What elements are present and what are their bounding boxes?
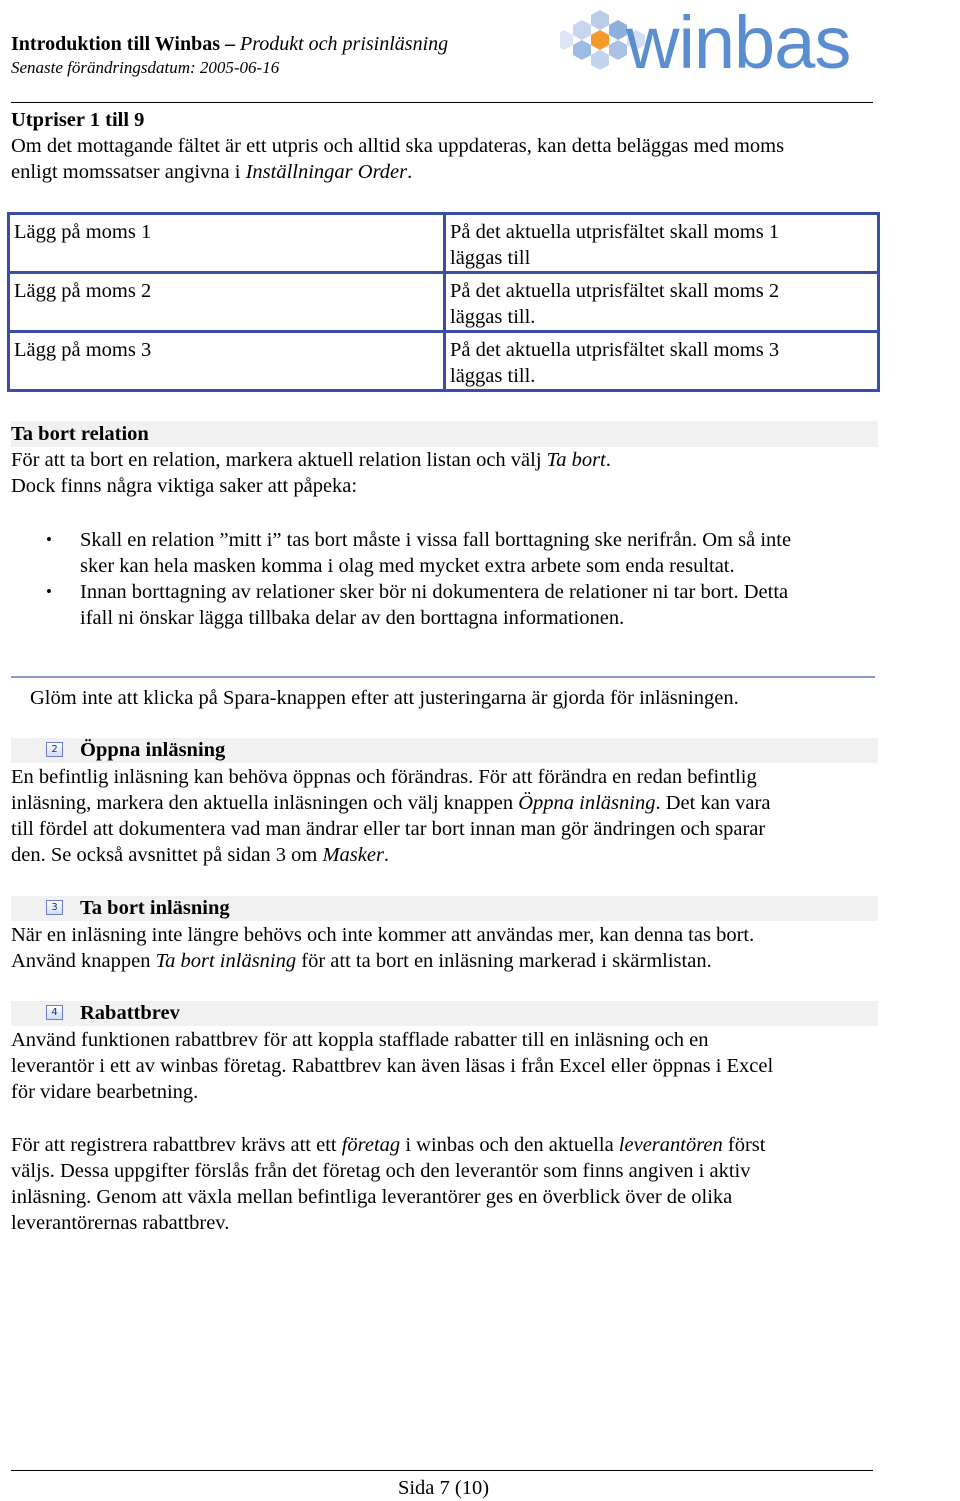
winbas-logo-graphic bbox=[560, 6, 960, 84]
table-cell-option bbox=[9, 332, 445, 391]
numbered-button-3-icon: 3 bbox=[46, 900, 63, 915]
oppna-text-part: . bbox=[383, 844, 390, 866]
table-row bbox=[9, 214, 879, 273]
description-line: På det aktuella utprisfältet skall moms 3 bbox=[450, 339, 780, 361]
rabattbrev-text-part: För att registrera rabattbrev krävs att ett bbox=[11, 1134, 342, 1156]
utpriser-heading: Utpriser 1 till 9 bbox=[11, 109, 145, 131]
option-label: Lägg på moms 2 bbox=[14, 280, 152, 302]
rabattbrev-p2-line3: inläsning. Genom att växla mellan befintliga leverantörer ges en överblick över de olika bbox=[11, 1186, 733, 1208]
save-reminder-note: Glöm inte att klicka på Spara-knappen efter att justeringarna är gjorda för inläsningen. bbox=[30, 687, 739, 709]
document-title bbox=[11, 33, 448, 56]
oppna-text-line1: En befintlig inläsning kan behöva öppnas och förändras. För att förändra en redan befintlig bbox=[11, 766, 757, 788]
list-item-line: • Skall en relation ”mitt i” tas bort måste i vissa fall borttagning ske nerifrån. Om så inte bbox=[80, 529, 792, 551]
note-divider bbox=[11, 676, 875, 678]
rabattbrev-p1-line3: för vidare bearbetning. bbox=[11, 1081, 199, 1103]
relation-text-part: . bbox=[605, 449, 611, 471]
oppna-text-line2 bbox=[11, 790, 770, 816]
description-line: läggas till. bbox=[450, 365, 536, 387]
ta-bort-inlasning-text-line1: När en inläsning inte längre behövs och inte kommer att användas mer, kan denna tas bort. bbox=[11, 924, 755, 946]
utpriser-text-line1: Om det mottagande fältet är ett utpris och alltid ska uppdateras, kan detta beläggas med moms bbox=[11, 135, 785, 157]
numbered-button-2-icon: 2 bbox=[46, 742, 63, 757]
ta-bort-inlasning-heading: Ta bort inläsning bbox=[80, 897, 230, 919]
description-line: På det aktuella utprisfältet skall moms 2 bbox=[450, 280, 780, 302]
rabattbrev-text-part: i winbas och den aktuella bbox=[400, 1134, 619, 1156]
winbas-logo bbox=[560, 6, 960, 84]
list-item bbox=[11, 579, 891, 631]
foretag-reference: företag bbox=[341, 1134, 401, 1156]
table-cell-description bbox=[445, 332, 879, 391]
ta-bort-inlasning-text-part: för att ta bort en inläsning markerad i skärmlistan. bbox=[296, 950, 712, 972]
rabattbrev-p1-line1: Använd funktionen rabattbrev för att koppla stafflade rabatter till en inläsning och en bbox=[11, 1029, 709, 1051]
utpriser-text-line2 bbox=[11, 159, 412, 185]
oppna-text-part: den. Se också avsnittet på sidan 3 om bbox=[11, 844, 323, 866]
oppna-text-part: inläsning, markera den aktuella inläsningen och välj knappen bbox=[11, 792, 519, 814]
oppna-inlasning-heading: Öppna inläsning bbox=[80, 739, 226, 761]
leverantoren-reference: leverantören bbox=[618, 1134, 723, 1156]
rabattbrev-heading: Rabattbrev bbox=[80, 1002, 180, 1024]
header-divider bbox=[11, 102, 873, 103]
winbas-wordmark: winbas bbox=[626, 6, 851, 84]
table-cell-description bbox=[445, 273, 879, 332]
masker-reference: Masker bbox=[322, 844, 384, 866]
description-line: läggas till. bbox=[450, 306, 536, 328]
moms-options-table bbox=[7, 212, 880, 392]
option-label: Lägg på moms 1 bbox=[14, 221, 152, 243]
rabattbrev-p2-line4: leverantörernas rabattbrev. bbox=[11, 1212, 230, 1234]
ta-bort-relation-text-line1 bbox=[11, 447, 611, 473]
ta-bort-relation-heading: Ta bort relation bbox=[11, 421, 878, 447]
rabattbrev-p2-line1 bbox=[11, 1132, 765, 1158]
description-line: läggas till bbox=[450, 247, 531, 269]
title-main: Introduktion till Winbas bbox=[11, 33, 220, 55]
utpriser-text-part: enligt momssatser angivna i bbox=[11, 161, 246, 183]
ta-bort-inlasning-reference: Ta bort inläsning bbox=[155, 950, 297, 972]
list-item bbox=[11, 527, 891, 579]
table-cell-description bbox=[445, 214, 879, 273]
oppna-text-line3: till fördel att dokumentera vad man ändrar eller tar bort innan man gör ändringen och sparar bbox=[11, 818, 766, 840]
list-item-line: sker kan hela masken komma i olag med mycket extra arbete som enda resultat. bbox=[80, 555, 735, 577]
utpriser-text-part: . bbox=[407, 161, 413, 183]
ta-bort-inlasning-text-part: Använd knappen bbox=[11, 950, 156, 972]
list-item-line: ifall ni önskar lägga tillbaka delar av den borttagna informationen. bbox=[80, 607, 625, 629]
oppna-inlasning-heading-bar bbox=[11, 738, 878, 763]
oppna-inlasning-reference: Öppna inläsning bbox=[518, 792, 656, 814]
numbered-button-4-icon: 4 bbox=[46, 1005, 63, 1020]
option-label: Lägg på moms 3 bbox=[14, 339, 152, 361]
title-subtitle: Produkt och prisinläsning bbox=[239, 33, 449, 55]
oppna-text-line4 bbox=[11, 842, 389, 868]
oppna-text-part: . Det kan vara bbox=[655, 792, 771, 814]
rabattbrev-text-part: först bbox=[722, 1134, 766, 1156]
rabattbrev-p2-line2: väljs. Dessa uppgifter förslås från det företag och den leverantör som finns angiven i aktiv bbox=[11, 1160, 751, 1182]
revision-date: Senaste förändringsdatum: 2005-06-16 bbox=[11, 58, 280, 77]
settings-order-reference: Inställningar Order bbox=[245, 161, 408, 183]
ta-bort-relation-text-line2: Dock finns några viktiga saker att påpeka: bbox=[11, 475, 358, 497]
title-dash: – bbox=[219, 33, 240, 55]
relation-notes-list bbox=[11, 527, 891, 631]
table-cell-option bbox=[9, 273, 445, 332]
description-line: På det aktuella utprisfältet skall moms 1 bbox=[450, 221, 780, 243]
table-row bbox=[9, 273, 879, 332]
page-number: Sida 7 (10) bbox=[397, 1477, 490, 1499]
relation-text-part: För att ta bort en relation, markera aktuell relation listan och välj bbox=[11, 449, 547, 471]
table-cell-option bbox=[9, 214, 445, 273]
footer-divider bbox=[11, 1470, 873, 1471]
table-row bbox=[9, 332, 879, 391]
list-item-line: • Innan borttagning av relationer sker bör ni dokumentera de relationer ni tar bort. Detta bbox=[80, 581, 789, 603]
rabattbrev-heading-bar bbox=[11, 1001, 878, 1026]
ta-bort-inlasning-text-line2 bbox=[11, 948, 712, 974]
ta-bort-reference: Ta bort bbox=[546, 449, 606, 471]
ta-bort-inlasning-heading-bar bbox=[11, 896, 878, 921]
rabattbrev-p1-line2: leverantör i ett av winbas företag. Rabattbrev kan även läsas i från Excel eller öppnas i Excel bbox=[11, 1055, 774, 1077]
